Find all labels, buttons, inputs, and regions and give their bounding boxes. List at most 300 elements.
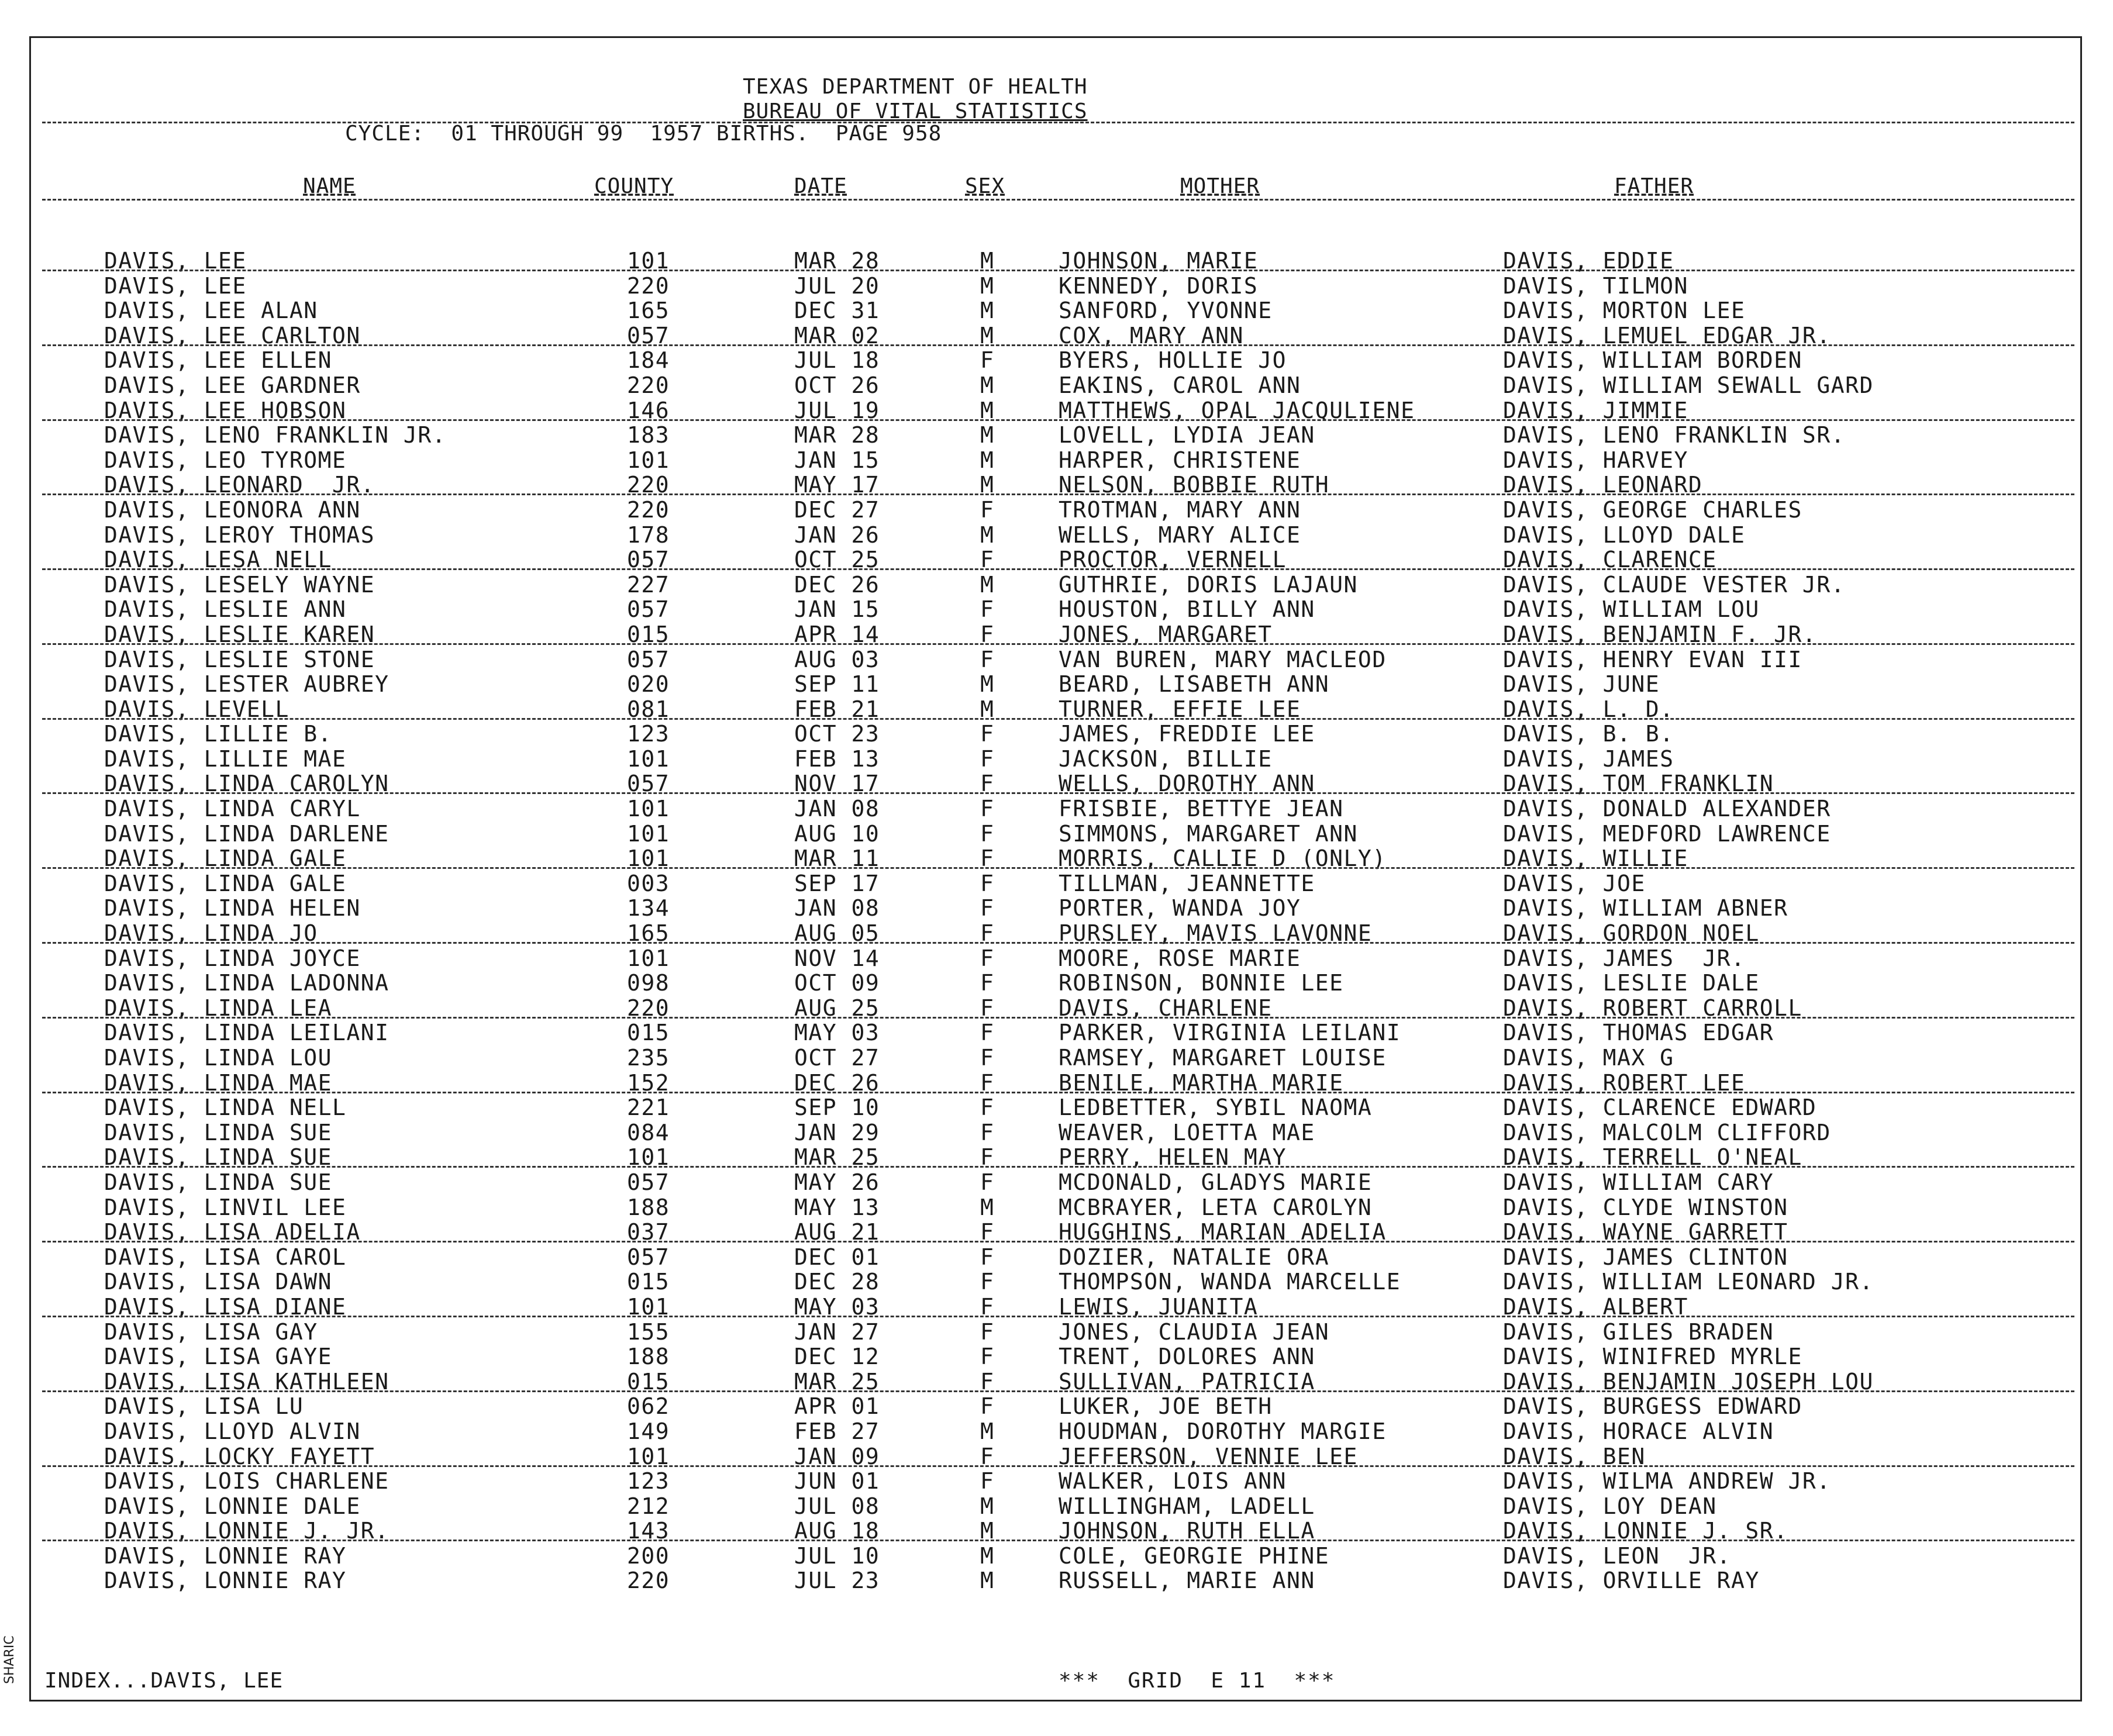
record-sex: F: [980, 845, 995, 872]
record-mother: ROBINSON, BONNIE LEE: [1059, 970, 1344, 996]
record-father: DAVIS, JAMES: [1503, 746, 1674, 772]
record-mother: HUGGHINS, MARIAN ADELIA: [1059, 1219, 1387, 1245]
record-father: DAVIS, HARVEY: [1503, 447, 1688, 473]
record-row: [0, 1394, 2113, 1419]
record-date: JAN 15: [794, 596, 880, 623]
record-father: DAVIS, THOMAS EDGAR: [1503, 1020, 1774, 1046]
record-father: DAVIS, B. B.: [1503, 721, 1674, 747]
record-sex: F: [980, 347, 995, 374]
record-row: [0, 498, 2113, 523]
record-name: DAVIS, LEO TYROME: [104, 447, 347, 473]
record-sex: F: [980, 895, 995, 922]
record-row: [0, 672, 2113, 697]
record-row: [0, 1045, 2113, 1071]
record-row: [0, 747, 2113, 772]
record-sex: M: [980, 422, 995, 448]
record-row: [0, 1295, 2113, 1320]
record-sex: F: [980, 721, 995, 747]
record-row: [0, 423, 2113, 448]
record-sex: M: [980, 322, 995, 348]
record-mother: DAVIS, CHARLENE: [1059, 995, 1273, 1021]
record-sex: F: [980, 1095, 995, 1121]
record-name: DAVIS, LOCKY FAYETT: [104, 1443, 375, 1469]
record-name: DAVIS, LINDA CARYL: [104, 796, 361, 822]
column-header-name: NAME: [303, 174, 356, 198]
record-name: DAVIS, LESTER AUBREY: [104, 671, 389, 698]
record-county: 015: [627, 1020, 670, 1046]
record-county: 101: [627, 820, 670, 847]
record-mother: BYERS, HOLLIE JO: [1059, 347, 1287, 374]
record-father: DAVIS, GILES BRADEN: [1503, 1319, 1774, 1345]
record-father: DAVIS, GEORGE CHARLES: [1503, 496, 1802, 523]
record-father: DAVIS, ALBERT: [1503, 1293, 1688, 1320]
record-father: DAVIS, EDDIE: [1503, 248, 1674, 274]
record-row: [0, 572, 2113, 598]
record-name: DAVIS, LEE: [104, 272, 247, 299]
record-sex: F: [980, 945, 995, 971]
record-mother: PROCTOR, VERNELL: [1059, 547, 1287, 573]
record-row: [0, 722, 2113, 747]
record-date: MAR 28: [794, 248, 880, 274]
record-county: 084: [627, 1119, 670, 1145]
index-footer: INDEX...DAVIS, LEE: [44, 1669, 284, 1693]
record-row: [0, 697, 2113, 722]
record-father: DAVIS, TOM FRANKLIN: [1503, 771, 1774, 797]
record-row: [0, 1444, 2113, 1469]
record-sex: F: [980, 771, 995, 797]
record-date: JUL 10: [794, 1542, 880, 1569]
record-county: 227: [627, 571, 670, 598]
record-name: DAVIS, LISA GAYE: [104, 1344, 333, 1370]
record-row: [0, 1120, 2113, 1145]
record-county: 101: [627, 1144, 670, 1171]
record-mother: MORRIS, CALLIE D (ONLY): [1059, 845, 1387, 872]
record-mother: RAMSEY, MARGARET LOUISE: [1059, 1045, 1387, 1071]
record-name: DAVIS, LINDA LEILANI: [104, 1020, 389, 1046]
record-county: 015: [627, 1368, 670, 1395]
record-name: DAVIS, LEONORA ANN: [104, 496, 361, 523]
record-father: DAVIS, HENRY EVAN III: [1503, 646, 1802, 672]
record-mother: RUSSELL, MARIE ANN: [1059, 1568, 1315, 1594]
record-mother: WILLINGHAM, LADELL: [1059, 1493, 1315, 1519]
record-date: AUG 25: [794, 995, 880, 1021]
record-sex: F: [980, 870, 995, 896]
record-mother: HOUSTON, BILLY ANN: [1059, 596, 1315, 623]
record-row: [0, 1095, 2113, 1120]
record-county: 178: [627, 522, 670, 548]
record-date: SEP 11: [794, 671, 880, 698]
record-father: DAVIS, ORVILLE RAY: [1503, 1568, 1760, 1594]
record-father: DAVIS, JOE: [1503, 870, 1646, 896]
record-row: [0, 822, 2113, 847]
record-mother: VAN BUREN, MARY MACLEOD: [1059, 646, 1387, 672]
record-date: FEB 21: [794, 696, 880, 722]
record-county: 165: [627, 920, 670, 947]
record-county: 015: [627, 1269, 670, 1295]
record-name: DAVIS, LONNIE RAY: [104, 1568, 347, 1594]
record-father: DAVIS, ROBERT LEE: [1503, 1069, 1746, 1096]
record-row: [0, 771, 2113, 796]
record-sex: F: [980, 646, 995, 672]
record-father: DAVIS, DONALD ALEXANDER: [1503, 796, 1831, 822]
record-county: 149: [627, 1418, 670, 1444]
record-name: DAVIS, LONNIE RAY: [104, 1542, 347, 1569]
record-mother: FRISBIE, BETTYE JEAN: [1059, 796, 1344, 822]
record-mother: JONES, MARGARET: [1059, 621, 1273, 647]
record-father: DAVIS, WILLIAM CARY: [1503, 1169, 1774, 1195]
record-row: [0, 274, 2113, 299]
record-row: [0, 1469, 2113, 1494]
record-row: [0, 896, 2113, 921]
record-date: AUG 18: [794, 1518, 880, 1544]
record-county: 057: [627, 1169, 670, 1195]
record-father: DAVIS, MAX G: [1503, 1045, 1674, 1071]
record-county: 220: [627, 995, 670, 1021]
record-sex: M: [980, 571, 995, 598]
record-sex: F: [980, 1269, 995, 1295]
record-sex: M: [980, 1518, 995, 1544]
record-date: MAY 03: [794, 1293, 880, 1320]
record-date: OCT 23: [794, 721, 880, 747]
record-sex: F: [980, 596, 995, 623]
record-date: MAR 25: [794, 1368, 880, 1395]
agency-title: TEXAS DEPARTMENT OF HEALTH: [743, 75, 1088, 99]
record-county: 152: [627, 1069, 670, 1096]
record-sex: F: [980, 1219, 995, 1245]
record-date: JUL 20: [794, 272, 880, 299]
record-row: [0, 523, 2113, 548]
record-name: DAVIS, LONNIE J. JR.: [104, 1518, 389, 1544]
record-row: [0, 996, 2113, 1021]
record-father: DAVIS, BENJAMIN JOSEPH LOU: [1503, 1368, 1874, 1395]
record-mother: LEDBETTER, SYBIL NAOMA: [1059, 1095, 1373, 1121]
record-date: JUL 19: [794, 397, 880, 423]
record-name: DAVIS, LILLIE MAE: [104, 746, 347, 772]
record-name: DAVIS, LINDA GALE: [104, 845, 347, 872]
record-date: JUN 01: [794, 1468, 880, 1495]
record-mother: TROTMAN, MARY ANN: [1059, 496, 1301, 523]
record-date: MAR 11: [794, 845, 880, 872]
record-mother: JEFFERSON, VENNIE LEE: [1059, 1443, 1358, 1469]
record-father: DAVIS, LOY DEAN: [1503, 1493, 1717, 1519]
column-header-date: DATE: [794, 174, 847, 198]
record-mother: JOHNSON, RUTH ELLA: [1059, 1518, 1315, 1544]
record-sex: F: [980, 1119, 995, 1145]
record-county: 101: [627, 796, 670, 822]
record-father: DAVIS, JIMMIE: [1503, 397, 1688, 423]
record-sex: M: [980, 447, 995, 473]
record-mother: LOVELL, LYDIA JEAN: [1059, 422, 1315, 448]
record-father: DAVIS, CLAUDE VESTER JR.: [1503, 571, 1846, 598]
record-sex: F: [980, 1144, 995, 1171]
record-date: OCT 27: [794, 1045, 880, 1071]
record-row: [0, 1170, 2113, 1195]
record-mother: JONES, CLAUDIA JEAN: [1059, 1319, 1330, 1345]
record-row: [0, 547, 2113, 572]
record-name: DAVIS, LESELY WAYNE: [104, 571, 375, 598]
record-county: 188: [627, 1194, 670, 1220]
record-father: DAVIS, WILLIAM ABNER: [1503, 895, 1788, 922]
record-county: 221: [627, 1095, 670, 1121]
record-father: DAVIS, CLARENCE EDWARD: [1503, 1095, 1817, 1121]
record-date: OCT 26: [794, 372, 880, 398]
record-county: 101: [627, 447, 670, 473]
record-date: APR 01: [794, 1393, 880, 1420]
record-father: DAVIS, GORDON NOEL: [1503, 920, 1760, 947]
record-row: [0, 398, 2113, 423]
grid-footer: *** GRID E 11 ***: [1059, 1669, 1336, 1693]
record-row: [0, 871, 2113, 896]
record-father: DAVIS, JAMES JR.: [1503, 945, 1746, 971]
record-county: 101: [627, 746, 670, 772]
record-sex: F: [980, 1319, 995, 1345]
record-date: AUG 05: [794, 920, 880, 947]
record-name: DAVIS, LISA KATHLEEN: [104, 1368, 389, 1395]
record-county: 003: [627, 870, 670, 896]
record-father: DAVIS, MALCOLM CLIFFORD: [1503, 1119, 1831, 1145]
record-sex: F: [980, 796, 995, 822]
record-name: DAVIS, LINDA MAE: [104, 1069, 333, 1096]
record-father: DAVIS, WILLIAM LOU: [1503, 596, 1760, 623]
record-name: DAVIS, LINDA JOYCE: [104, 945, 361, 971]
record-sex: F: [980, 1393, 995, 1420]
record-county: 057: [627, 646, 670, 672]
record-row: [0, 921, 2113, 946]
record-row: [0, 249, 2113, 274]
record-date: DEC 31: [794, 298, 880, 324]
record-date: DEC 01: [794, 1244, 880, 1270]
record-row: [0, 472, 2113, 498]
record-county: 212: [627, 1493, 670, 1519]
record-father: DAVIS, LEMUEL EDGAR JR.: [1503, 322, 1831, 348]
record-mother: WALKER, LOIS ANN: [1059, 1468, 1287, 1495]
record-mother: SIMMONS, MARGARET ANN: [1059, 820, 1358, 847]
record-sex: F: [980, 1368, 995, 1395]
record-county: 057: [627, 596, 670, 623]
record-row: [0, 298, 2113, 323]
record-row: [0, 348, 2113, 373]
record-name: DAVIS, LINDA LADONNA: [104, 970, 389, 996]
record-name: DAVIS, LINDA SUE: [104, 1169, 333, 1195]
record-county: 200: [627, 1542, 670, 1569]
side-mark: SHARIC: [2, 1635, 17, 1684]
record-row: [0, 1369, 2113, 1395]
record-county: 101: [627, 1293, 670, 1320]
record-sex: M: [980, 298, 995, 324]
record-date: JAN 09: [794, 1443, 880, 1469]
record-date: MAR 25: [794, 1144, 880, 1171]
record-name: DAVIS, LEE ALAN: [104, 298, 318, 324]
record-mother: COLE, GEORGIE PHINE: [1059, 1542, 1330, 1569]
column-header-father: FATHER: [1614, 174, 1694, 198]
record-county: 057: [627, 322, 670, 348]
record-row: [0, 647, 2113, 672]
record-row: [0, 1195, 2113, 1220]
record-county: 183: [627, 422, 670, 448]
record-county: 184: [627, 347, 670, 374]
record-father: DAVIS, WILMA ANDREW JR.: [1503, 1468, 1831, 1495]
record-sex: M: [980, 696, 995, 722]
record-name: DAVIS, LESA NELL: [104, 547, 333, 573]
record-row: [0, 1568, 2113, 1593]
record-mother: NELSON, BOBBIE RUTH: [1059, 472, 1330, 498]
record-mother: HARPER, CHRISTENE: [1059, 447, 1301, 473]
record-name: DAVIS, LISA DAWN: [104, 1269, 333, 1295]
record-date: DEC 26: [794, 1069, 880, 1096]
record-row: [0, 448, 2113, 473]
record-date: OCT 25: [794, 547, 880, 573]
record-mother: WELLS, DOROTHY ANN: [1059, 771, 1315, 797]
record-name: DAVIS, LISA DIANE: [104, 1293, 347, 1320]
record-name: DAVIS, LEROY THOMAS: [104, 522, 375, 548]
record-mother: TILLMAN, JEANNETTE: [1059, 870, 1315, 896]
record-name: DAVIS, LEE ELLEN: [104, 347, 333, 374]
record-father: DAVIS, HORACE ALVIN: [1503, 1418, 1774, 1444]
record-row: [0, 971, 2113, 996]
record-date: SEP 10: [794, 1095, 880, 1121]
record-father: DAVIS, LESLIE DALE: [1503, 970, 1760, 996]
record-sex: M: [980, 522, 995, 548]
record-father: DAVIS, LEONARD: [1503, 472, 1703, 498]
record-sex: F: [980, 621, 995, 647]
record-sex: F: [980, 496, 995, 523]
record-father: DAVIS, LENO FRANKLIN SR.: [1503, 422, 1846, 448]
record-name: DAVIS, LOIS CHARLENE: [104, 1468, 389, 1495]
record-county: 081: [627, 696, 670, 722]
record-name: DAVIS, LESLIE ANN: [104, 596, 347, 623]
record-name: DAVIS, LESLIE KAREN: [104, 621, 375, 647]
record-county: 101: [627, 845, 670, 872]
record-row: [0, 1269, 2113, 1295]
record-name: DAVIS, LISA LU: [104, 1393, 304, 1420]
record-mother: MOORE, ROSE MARIE: [1059, 945, 1301, 971]
record-mother: DOZIER, NATALIE ORA: [1059, 1244, 1330, 1270]
record-county: 220: [627, 372, 670, 398]
record-date: MAY 26: [794, 1169, 880, 1195]
record-mother: PARKER, VIRGINIA LEILANI: [1059, 1020, 1401, 1046]
record-father: DAVIS, MEDFORD LAWRENCE: [1503, 820, 1831, 847]
record-sex: F: [980, 1468, 995, 1495]
record-county: 155: [627, 1319, 670, 1345]
record-father: DAVIS, BURGESS EDWARD: [1503, 1393, 1802, 1420]
record-county: 134: [627, 895, 670, 922]
record-father: DAVIS, L. D.: [1503, 696, 1674, 722]
record-father: DAVIS, LONNIE J. SR.: [1503, 1518, 1788, 1544]
record-county: 235: [627, 1045, 670, 1071]
record-date: SEP 17: [794, 870, 880, 896]
record-father: DAVIS, WILLIAM SEWALL GARD: [1503, 372, 1874, 398]
record-name: DAVIS, LINDA GALE: [104, 870, 347, 896]
record-date: JUL 18: [794, 347, 880, 374]
record-mother: JAMES, FREDDIE LEE: [1059, 721, 1315, 747]
record-mother: BENILE, MARTHA MARIE: [1059, 1069, 1344, 1096]
record-mother: JACKSON, BILLIE: [1059, 746, 1273, 772]
record-county: 101: [627, 248, 670, 274]
record-date: OCT 09: [794, 970, 880, 996]
column-header-sex: SEX: [965, 174, 1005, 198]
record-sex: M: [980, 272, 995, 299]
record-row: [0, 1071, 2113, 1096]
record-father: DAVIS, WILLIAM BORDEN: [1503, 347, 1802, 374]
record-county: 057: [627, 1244, 670, 1270]
record-name: DAVIS, LLOYD ALVIN: [104, 1418, 361, 1444]
record-sex: F: [980, 1069, 995, 1096]
record-name: DAVIS, LINDA SUE: [104, 1144, 333, 1171]
record-name: DAVIS, LINDA HELEN: [104, 895, 361, 922]
record-date: DEC 28: [794, 1269, 880, 1295]
record-date: DEC 12: [794, 1344, 880, 1370]
record-date: APR 14: [794, 621, 880, 647]
record-county: 143: [627, 1518, 670, 1544]
record-date: MAY 03: [794, 1020, 880, 1046]
record-county: 057: [627, 771, 670, 797]
record-row: [0, 1245, 2113, 1270]
record-county: 220: [627, 472, 670, 498]
record-father: DAVIS, LEON JR.: [1503, 1542, 1732, 1569]
record-sex: F: [980, 746, 995, 772]
record-date: AUG 21: [794, 1219, 880, 1245]
record-date: MAR 28: [794, 422, 880, 448]
record-sex: F: [980, 1293, 995, 1320]
record-father: DAVIS, WILLIAM LEONARD JR.: [1503, 1269, 1874, 1295]
birth-records-list: [0, 249, 2113, 1593]
bureau-title: BUREAU OF VITAL STATISTICS: [743, 99, 1088, 123]
record-name: DAVIS, LINDA LOU: [104, 1045, 333, 1071]
record-father: DAVIS, CLARENCE: [1503, 547, 1717, 573]
record-date: JAN 26: [794, 522, 880, 548]
record-sex: M: [980, 1418, 995, 1444]
record-row: [0, 323, 2113, 348]
record-mother: PURSLEY, MAVIS LAVONNE: [1059, 920, 1373, 947]
record-mother: KENNEDY, DORIS: [1059, 272, 1259, 299]
record-mother: SULLIVAN, PATRICIA: [1059, 1368, 1315, 1395]
record-date: MAY 13: [794, 1194, 880, 1220]
record-date: DEC 27: [794, 496, 880, 523]
record-sex: M: [980, 1194, 995, 1220]
record-date: DEC 26: [794, 571, 880, 598]
record-name: DAVIS, LEE: [104, 248, 247, 274]
record-mother: PORTER, WANDA JOY: [1059, 895, 1301, 922]
record-sex: F: [980, 1045, 995, 1071]
record-row: [0, 1145, 2113, 1170]
record-sex: M: [980, 248, 995, 274]
cycle-line: CYCLE: 01 THROUGH 99 1957 BIRTHS. PAGE 958: [345, 122, 942, 146]
record-row: [0, 796, 2113, 822]
record-county: 146: [627, 397, 670, 423]
record-name: DAVIS, LINVIL LEE: [104, 1194, 347, 1220]
record-name: DAVIS, LILLIE B.: [104, 721, 333, 747]
record-county: 098: [627, 970, 670, 996]
record-sex: M: [980, 472, 995, 498]
record-mother: SANFORD, YVONNE: [1059, 298, 1273, 324]
record-date: AUG 03: [794, 646, 880, 672]
record-sex: F: [980, 1344, 995, 1370]
record-mother: HOUDMAN, DOROTHY MARGIE: [1059, 1418, 1387, 1444]
record-father: DAVIS, TERRELL O'NEAL: [1503, 1144, 1802, 1171]
column-header-county: COUNTY: [594, 174, 674, 198]
column-header-mother: MOTHER: [1180, 174, 1260, 198]
record-date: NOV 17: [794, 771, 880, 797]
record-mother: THOMPSON, WANDA MARCELLE: [1059, 1269, 1401, 1295]
record-name: DAVIS, LENO FRANKLIN JR.: [104, 422, 447, 448]
record-name: DAVIS, LEE GARDNER: [104, 372, 361, 398]
record-mother: PERRY, HELEN MAY: [1059, 1144, 1287, 1171]
record-father: DAVIS, WINIFRED MYRLE: [1503, 1344, 1802, 1370]
record-sex: M: [980, 397, 995, 423]
record-row: [0, 1518, 2113, 1544]
record-sex: F: [980, 995, 995, 1021]
record-sex: F: [980, 1244, 995, 1270]
